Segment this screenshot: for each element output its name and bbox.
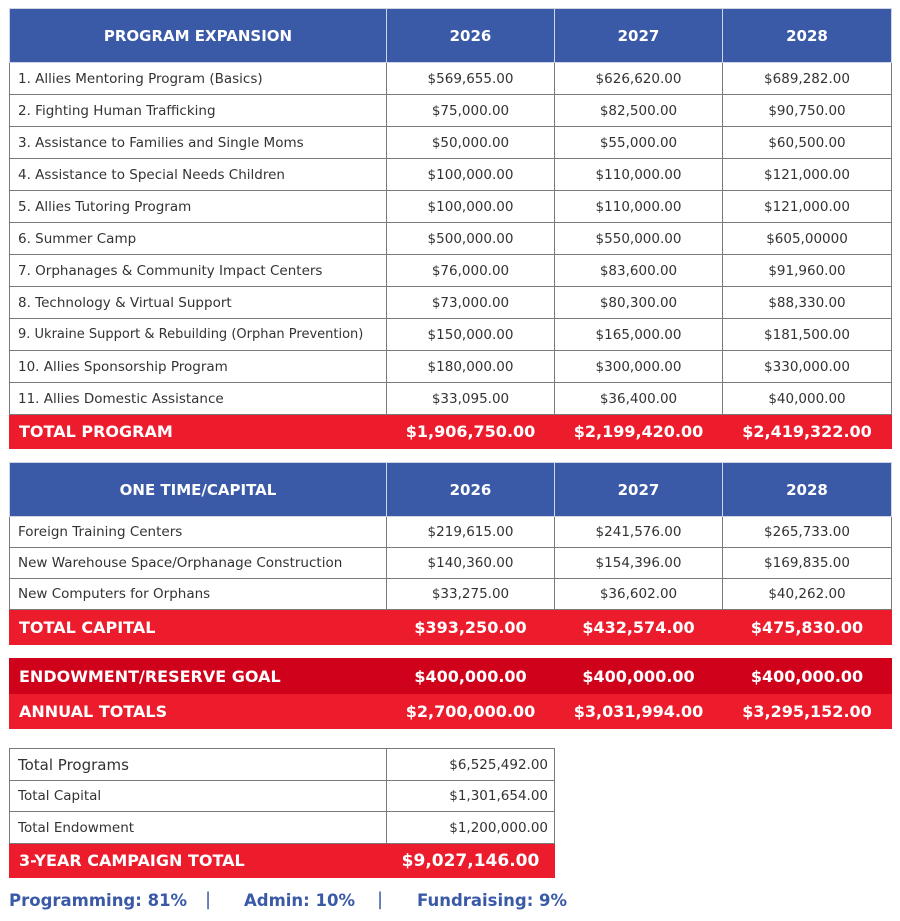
program-row-2026: $73,000.00 (387, 287, 555, 319)
capital-row-label: Foreign Training Centers (10, 517, 387, 548)
capital-row-2027: $36,602.00 (555, 579, 723, 610)
program-row-2028: $330,000.00 (723, 351, 892, 383)
program-row-2026: $180,000.00 (387, 351, 555, 383)
endowment-label: ENDOWMENT/RESERVE GOAL (10, 659, 387, 694)
program-row-label: 2. Fighting Human Trafficking (10, 95, 387, 127)
separator: | (205, 889, 212, 910)
program-row-label: 7. Orphanages & Community Impact Centers (10, 255, 387, 287)
summary-row-value: $6,525,492.00 (387, 749, 555, 781)
endowment-row (10, 659, 892, 694)
program-row-2028: $90,750.00 (723, 95, 892, 127)
capital-table (9, 462, 892, 645)
program-row-2026: $76,000.00 (387, 255, 555, 287)
annual-totals-2026: $2,700,000.00 (387, 694, 555, 729)
program-row (10, 351, 892, 383)
admin-percent: Admin: 10% (244, 891, 356, 910)
capital-row-2027: $154,396.00 (555, 548, 723, 579)
capital-header-2027: 2027 (555, 463, 723, 517)
capital-row-2026: $33,275.00 (387, 579, 555, 610)
campaign-total-label: 3-YEAR CAMPAIGN TOTAL (10, 844, 387, 878)
total-capital-label: TOTAL CAPITAL (10, 610, 387, 645)
program-row-2027: $165,000.00 (555, 319, 723, 351)
program-header-2026: 2026 (387, 9, 555, 63)
campaign-total-value: $9,027,146.00 (387, 844, 555, 878)
program-expansion-table (9, 8, 892, 449)
program-row-2026: $150,000.00 (387, 319, 555, 351)
endowment-2027: $400,000.00 (555, 659, 723, 694)
program-row-2028: $91,960.00 (723, 255, 892, 287)
summary-row-label: Total Capital (10, 781, 387, 812)
separator: | (377, 889, 384, 910)
total-program-2028: $2,419,322.00 (723, 415, 892, 449)
programming-percent: Programming: 81% (9, 891, 188, 910)
summary-row-label: Total Endowment (10, 812, 387, 844)
program-row-label: 8. Technology & Virtual Support (10, 287, 387, 319)
program-row-2028: $181,500.00 (723, 319, 892, 351)
total-capital-2027: $432,574.00 (555, 610, 723, 645)
program-row (10, 127, 892, 159)
program-row (10, 383, 892, 415)
program-row (10, 319, 892, 351)
program-row-label: 3. Assistance to Families and Single Moms (10, 127, 387, 159)
program-row-label: 6. Summer Camp (10, 223, 387, 255)
summary-row (10, 749, 555, 781)
program-row-2027: $36,400.00 (555, 383, 723, 415)
program-row (10, 287, 892, 319)
program-row-2028: $121,000.00 (723, 191, 892, 223)
totals-table (9, 658, 892, 729)
program-row-2027: $83,600.00 (555, 255, 723, 287)
program-row-2026: $33,095.00 (387, 383, 555, 415)
program-row-2026: $100,000.00 (387, 159, 555, 191)
annual-totals-label: ANNUAL TOTALS (10, 694, 387, 729)
program-row-2028: $40,000.00 (723, 383, 892, 415)
program-row-2026: $75,000.00 (387, 95, 555, 127)
program-row-2027: $82,500.00 (555, 95, 723, 127)
capital-row-label: New Warehouse Space/Orphanage Construction (10, 548, 387, 579)
program-row-2027: $110,000.00 (555, 191, 723, 223)
annual-totals-2028: $3,295,152.00 (723, 694, 892, 729)
summary-row-label: Total Programs (10, 749, 387, 781)
endowment-2028: $400,000.00 (723, 659, 892, 694)
program-header-row (10, 9, 892, 63)
total-capital-row (10, 610, 892, 645)
campaign-total-row (10, 844, 555, 878)
capital-header-title: ONE TIME/CAPITAL (10, 463, 387, 517)
program-row (10, 63, 892, 95)
program-row-2026: $50,000.00 (387, 127, 555, 159)
program-row-2027: $626,620.00 (555, 63, 723, 95)
annual-totals-row (10, 694, 892, 729)
capital-row-2028: $265,733.00 (723, 517, 892, 548)
program-row-2028: $88,330.00 (723, 287, 892, 319)
program-row-2028: $60,500.00 (723, 127, 892, 159)
program-row-2027: $80,300.00 (555, 287, 723, 319)
fundraising-percent: Fundraising: 9% (417, 891, 568, 910)
total-capital-2028: $475,830.00 (723, 610, 892, 645)
capital-row-2027: $241,576.00 (555, 517, 723, 548)
program-header-2028: 2028 (723, 9, 892, 63)
program-row (10, 95, 892, 127)
endowment-2026: $400,000.00 (387, 659, 555, 694)
program-row-2026: $100,000.00 (387, 191, 555, 223)
capital-row-2028: $169,835.00 (723, 548, 892, 579)
total-program-row (10, 415, 892, 449)
capital-row-2028: $40,262.00 (723, 579, 892, 610)
program-row-2026: $569,655.00 (387, 63, 555, 95)
summary-row (10, 812, 555, 844)
summary-table (9, 748, 555, 878)
summary-row-value: $1,200,000.00 (387, 812, 555, 844)
program-header-title: PROGRAM EXPANSION (10, 9, 387, 63)
program-row-2026: $500,000.00 (387, 223, 555, 255)
total-program-2027: $2,199,420.00 (555, 415, 723, 449)
total-program-label: TOTAL PROGRAM (10, 415, 387, 449)
program-row-2028: $689,282.00 (723, 63, 892, 95)
program-row-2028: $605,00000 (723, 223, 892, 255)
program-row-label: 11. Allies Domestic Assistance (10, 383, 387, 415)
capital-row-2026: $219,615.00 (387, 517, 555, 548)
total-program-2026: $1,906,750.00 (387, 415, 555, 449)
capital-header-2028: 2028 (723, 463, 892, 517)
program-row-2027: $55,000.00 (555, 127, 723, 159)
annual-totals-2027: $3,031,994.00 (555, 694, 723, 729)
program-row-2027: $110,000.00 (555, 159, 723, 191)
capital-row (10, 548, 892, 579)
capital-row (10, 517, 892, 548)
capital-row (10, 579, 892, 610)
capital-row-2026: $140,360.00 (387, 548, 555, 579)
program-row-label: 5. Allies Tutoring Program (10, 191, 387, 223)
program-row-2028: $121,000.00 (723, 159, 892, 191)
program-row (10, 159, 892, 191)
program-row-2027: $300,000.00 (555, 351, 723, 383)
program-row-2027: $550,000.00 (555, 223, 723, 255)
capital-header-row (10, 463, 892, 517)
summary-row-value: $1,301,654.00 (387, 781, 555, 812)
program-row-label: 9. Ukraine Support & Rebuilding (Orphan Prevention) (10, 319, 387, 351)
program-row (10, 223, 892, 255)
program-row-label: 4. Assistance to Special Needs Children (10, 159, 387, 191)
program-header-2027: 2027 (555, 9, 723, 63)
capital-header-2026: 2026 (387, 463, 555, 517)
total-capital-2026: $393,250.00 (387, 610, 555, 645)
summary-row (10, 781, 555, 812)
program-row-label: 10. Allies Sponsorship Program (10, 351, 387, 383)
program-row (10, 191, 892, 223)
allocation-footer (9, 891, 569, 915)
capital-row-label: New Computers for Orphans (10, 579, 387, 610)
program-row (10, 255, 892, 287)
program-row-label: 1. Allies Mentoring Program (Basics) (10, 63, 387, 95)
